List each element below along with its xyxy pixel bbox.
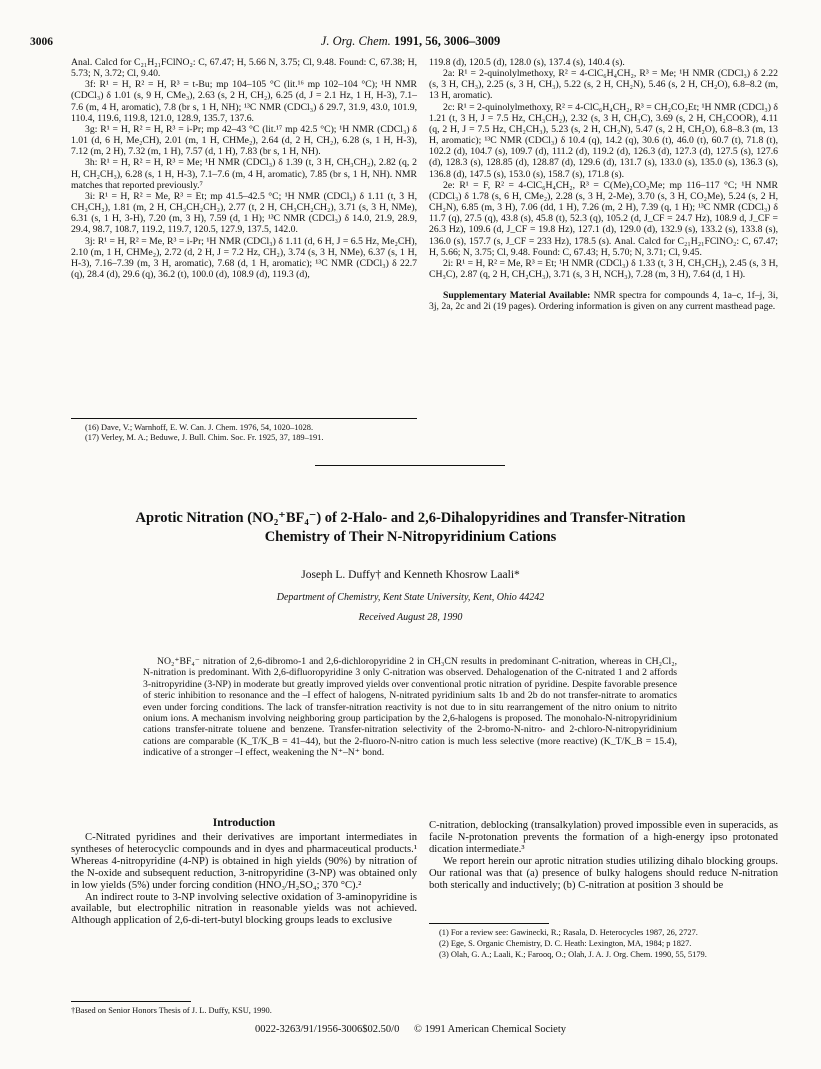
footnote: (2) Ege, S. Organic Chemistry, D. C. Heath: Lexington, MA, 1984; p 1827.	[439, 939, 692, 948]
body-paragraph: An indirect route to 3-NP involving selective oxidation of 3-aminopyridine is available, but electrophilic nitration in reasonable yields was not achieved. Although application of 2,6-di-tert-butyl blocking groups leads to exclusive	[71, 891, 417, 927]
thesis-footnote: †Based on Senior Honors Thesis of J. L. Duffy, KSU, 1990.	[71, 1006, 272, 1015]
page-footer	[0, 1024, 821, 1035]
copyright: © 1991 American Chemical Society	[413, 1024, 567, 1035]
experimental-right-column	[429, 57, 778, 312]
journal-citation: 1991, 56, 3006–3009	[393, 34, 501, 48]
abstract-text: NO₂⁺BF₄⁻ nitration of 2,6-dibromo-1 and 2,6-dichloropyridine 2 in CH₃CN results in predominant C-nitration, whereas in CH₂Cl₂, N-nitration is predominant. With 2,6-difluoropyridine 3 only C-nitration was observed. Dehalogenation of the C-nitrated 1 and 2 affords 3-nitropyridine (3-NP) in moderate but greatly improved yields over conventional protic nitration of pyridine. Despite favorable presence of steric inhibition to resonance and the –I effect of halogens, N-nitrated pyridinium salts 1b and 2b do not transfer-nitrate to aromatics even under forcing conditions. The lack of transfer-nitration reactivity is not due to in situ rearrangement of the nitro onium to nitrito onium ions. A mechanism involving neighboring group participation by the 2,6-halogens is proposed. The monohalo-N-nitropyridinium cations transfer-nitrate toluene and benzene. Transfer-nitration selectivity of the 2-bromo-N-nitro- and 2-chloro-N-nitropyridinium cations are comparable (K_T/K_B = 41–44), but the 2-fluoro-N-nitro cation is much less selective (more reactive) (K_T/K_B = 15.4), indicative of a stronger –I effect, weakening the N⁺–N⁺ bond.	[143, 656, 677, 759]
experimental-paragraph: 119.8 (d), 120.5 (d), 128.0 (s), 137.4 (s), 140.4 (s).	[429, 57, 625, 68]
introduction-right-column	[429, 820, 778, 891]
affiliation: Department of Chemistry, Kent State University, Kent, Ohio 44242	[276, 592, 545, 603]
experimental-paragraph: 3f: R¹ = H, R² = H, R³ = t-Bu; mp 104–105 °C (lit.¹⁶ mp 102–104 °C); ¹H NMR (CDCl₃) δ 1.01 (s, 9 H, CMe₃), 2.63 (s, 2 H, CH₂), 6.25 (d, J = 2.1 Hz, 1 H, H-3), 7.1–7.6 (m, 4 H, aromatic), 7.8 (br s, 1 H, NH); ¹³C NMR (CDCl₃) δ 29.7, 31.9, 43.0, 101.9, 110.4, 119.6, 119.8, 121.0, 128.9, 135.7, 137.6.	[71, 79, 417, 124]
footnote: (1) For a review see: Gawinecki, R.; Rasala, D. Heterocycles 1987, 26, 2727.	[439, 928, 698, 937]
supplementary-material	[429, 290, 778, 312]
experimental-paragraph: 2e: R¹ = F, R² = 4-ClC₆H₄CH₂, R³ = C(Me)₂CO₂Me; mp 116–117 °C; ¹H NMR (CDCl₃) δ 1.78 (s, 6 H, CMe₂), 2.28 (s, 3 H, 2-Me), 3.70 (s, 3 H, CO₂Me), 5.24 (s, 2 H, CH₂N), 6.85 (m, 3 H), 7.06 (dd, 1 H), 7.26 (m, 2 H), 7.39 (q, 1 H); ¹³C NMR (CDCl₃) δ 11.7 (q), 27.5 (q), 43.8 (s), 45.8 (t), 52.3 (q), 105.2 (d, J_CF = 24.7 Hz), 108.9 d, J_CF = 26.3 Hz), 109.6 (d, J_CF = 19.8 Hz), 127.1 (d), 129.0 (d), 132.9 (s), 133.2 (s), 133.8 (s), 136.0 (s), 157.7 (s, J_CF = 233 Hz), 178.5 (s). Anal. Calcd for C₂₁H₂₁FClNO₂: C, 67.47; H, 5.66; N, 3.75; Cl, 9.48. Found: C, 67.43; H, 5.70; N, 3.71; Cl, 9.45.	[429, 179, 778, 258]
body-paragraph: C-Nitrated pyridines and their derivatives are important intermediates in syntheses of heterocyclic compounds and in dyes and pharmaceutical products.¹ Whereas 4-nitropyridine (4-NP) is obtained in high yields (90%) by nitration of the N-oxide and subsequent reduction, 3-nitropyridine (3-NP) was obtained only in low yields (5%) under forcing condition (HNO₃/H₂SO₄; 370 °C).²	[71, 832, 417, 891]
footnote: (3) Olah, G. A.; Laali, K.; Farooq, O.; Olah, J. A. J. Org. Chem. 1990, 55, 5179.	[439, 950, 707, 959]
body-paragraph: C-nitration, deblocking (transalkylation) proved impossible even in superacids, as facile N-protonation prevents the formation of a high-energy ipso protonated dication intermediate.³	[429, 820, 778, 855]
running-header	[0, 34, 821, 49]
received-date: Received August 28, 1990	[358, 612, 463, 623]
authors: Joseph L. Duffy† and Kenneth Khosrow Laali*	[301, 569, 520, 581]
footnote-divider	[429, 923, 549, 924]
section-divider	[315, 465, 505, 466]
body-paragraph: We report herein our aprotic nitration studies utilizing dihalo blocking groups. Our rational was that (a) presence of bulky halogens should reduce N-nitration both sterically and inductively; (b) C-nitration at position 3 should be	[429, 855, 778, 891]
top-footnotes	[71, 423, 417, 443]
footnote: (16) Dave, V.; Warnhoff, E. W. Can. J. Chem. 1976, 54, 1020–1028.	[85, 423, 314, 432]
experimental-paragraph: 2i: R¹ = H, R² = Me, R³ = Et; ¹H NMR (CDCl₃) δ 1.33 (t, 3 H, CH₃CH₂), 2.45 (s, 3 H, CH₃C), 2.87 (q, 2 H, CH₂CH₃), 3.71 (s, 3 H, NCH₃), 7.28 (m, 3 H), 7.64 (d, 1 H).	[429, 257, 778, 280]
introduction-footnotes	[429, 928, 778, 961]
footnote-divider	[71, 1001, 191, 1002]
experimental-paragraph: Anal. Calcd for C₂₁H₂₁FClNO₂: C, 67.47; H, 5.66 N, 3.75; Cl, 9.48. Found: C, 67.38; H, 5.73; N, 3.72; Cl, 9.40.	[71, 57, 417, 80]
journal-name: J. Org. Chem.	[320, 34, 391, 48]
introduction-left-column	[71, 832, 417, 927]
page-number: 3006	[30, 36, 53, 48]
introduction-heading: Introduction	[212, 817, 276, 829]
supplementary-text: NMR spectra for compounds 4, 1a–c, 1f–j, 3i, 3j, 2a, 2c and 2i (19 pages). Ordering information is given on any current masthead page.	[429, 290, 779, 313]
footnote-divider	[71, 418, 417, 419]
publication-code: 0022-3263/91/1956-3006$02.50/0	[254, 1024, 400, 1035]
experimental-paragraph: 3i: R¹ = H, R² = Me, R³ = Et; mp 41.5–42.5 °C; ¹H NMR (CDCl₃) δ 1.11 (t, 3 H, CH₃CH₂), 1.81 (m, 2 H, CH₃CH₂CH₂), 2.77 (t, 2 H, CH₃CH₂CH₂), 3.71 (s, 3 H, NMe), 6.31 (s, 1 H, 3-H), 7.20 (m, 3 H), 7.59 (d, 1 H); ¹³C NMR (CDCl₃) δ 14.0, 21.9, 28.9, 29.4, 98.7, 108.7, 119.2, 119.7, 120.5, 127.9, 137.5, 142.0.	[71, 190, 417, 236]
experimental-left-column	[71, 57, 417, 280]
experimental-paragraph: 3j: R¹ = H, R² = Me, R³ = i-Pr; ¹H NMR (CDCl₃) δ 1.11 (d, 6 H, J = 6.5 Hz, Me₂CH), 2.10 (m, 1 H, CHMe₂), 2.72 (d, 2 H, J = 7.2 Hz, CH₂), 3.74 (s, 3 H, NMe), 6.37 (s, 1 H, H-3), 7.16–7.39 (m, 3 H, aromatic), 7.68 (d, 1 H, aromatic); ¹³C NMR (CDCl₃) δ 22.7 (q), 28.4 (d), 29.6 (q), 36.2 (t), 100.0 (d), 108.9 (d), 119.3 (d),	[71, 235, 417, 280]
article-title: Aprotic Nitration (NO₂⁺BF₄⁻) of 2-Halo- and 2,6-Dihalopyridines and Transfer-Nitration Chemistry of Their N-Nitropyridinium Cations	[135, 510, 686, 545]
abstract	[143, 656, 677, 759]
supplementary-label: Supplementary Material Available:	[443, 290, 591, 302]
experimental-paragraph: 3h: R¹ = H, R² = H, R³ = Me; ¹H NMR (CDCl₃) δ 1.39 (t, 3 H, CH₃CH₂), 2.82 (q, 2 H, CH₂CH₃), 6.28 (s, 1 H, H-3), 7.1–7.6 (m, 4 H, aromatic), 7.85 (br s, 1 H, NH). NMR matches that reported previously.⁷	[71, 157, 417, 191]
experimental-paragraph: 2a: R¹ = 2-quinolylmethoxy, R² = 4-ClC₆H₄CH₂, R³ = Me; ¹H NMR (CDCl₃) δ 2.22 (s, 3 H, CH₃), 2.25 (s, 3 H, CH₃), 5.22 (s, 2 H, CH₂N), 5.46 (s, 2 H, CH₂O), 6.8–8.2 (m, 13 H, aromatic).	[429, 68, 778, 102]
footnote: (17) Verley, M. A.; Beduwe, J. Bull. Chim. Soc. Fr. 1925, 37, 189–191.	[85, 433, 324, 442]
experimental-paragraph: 3g: R¹ = H, R² = H, R³ = i-Pr; mp 42–43 °C (lit.¹⁷ mp 42.5 °C); ¹H NMR (CDCl₃) δ 1.01 (d, 6 H, Me₂CH), 2.01 (m, 1 H, CHMe₂), 2.64 (d, 2 H, CH₂), 6.28 (s, 1 H, H-3), 7.12 (m, 2 H), 7.32 (m, 1 H), 7.57 (d, 1 H), 7.83 (br s, 1 H, NH).	[71, 123, 417, 158]
experimental-paragraph: 2c: R¹ = 2-quinolylmethoxy, R² = 4-ClC₆H₄CH₂, R³ = CH₂CO₂Et; ¹H NMR (CDCl₃) δ 1.21 (t, 3 H, J = 7.5 Hz, CH₃CH₂), 2.32 (s, 3 H, CH₃C), 3.69 (s, 2 H, CH₂COOR), 4.11 (q, 2 H, J = 7.5 Hz, CH₂CH₃), 5.23 (s, 2 H, CH₂N), 5.47 (s, 2 H, CH₂O), 6.8–8.3 (m, 13 H, aromatic); ¹³C NMR (CDCl₃) δ 10.4 (q), 14.2 (q), 30.6 (t), 46.0 (t), 60.7 (t), 71.8 (t), 102.2 (d), 104.7 (s), 109.7 (d), 111.2 (d), 119.2 (d), 126.3 (d), 127.3 (d), 127.5 (s), 127.6 (d), 128.3 (s), 128.85 (d), 128.87 (d), 129.6 (d), 131.7 (s), 133.0 (s), 135.0 (s), 136.3 (s), 136.8 (d), 147.5 (s), 153.0 (s), 158.7 (s), 171.8 (s).	[429, 101, 778, 180]
